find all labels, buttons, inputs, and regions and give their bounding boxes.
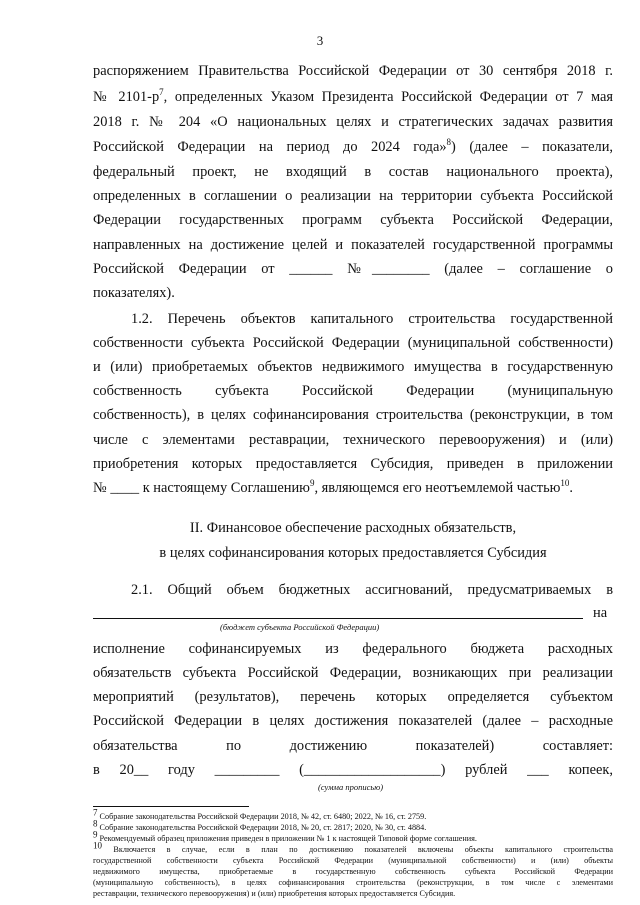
para1-line: определенных в соглашении о реализации на территории субъекта Российской xyxy=(93,188,613,204)
footnote-10-line: недвижимого имущества, приобретаемые в государственную собственность субъекта Российской Федерации xyxy=(93,867,613,876)
para1-line: показателях). xyxy=(93,285,175,301)
footnote-7: $^7$ Собрание законодательства Российской Федерации 2018, № 42, ст. 6480; 2022, № 16, ст. 2759. xyxy=(93,807,427,821)
para1-line: 2018 г. № 204 «О национальных целях и стратегических задачах развития xyxy=(93,114,613,130)
footnote-10-line: государственной собственности субъекта Российской Федерации (муниципальной собственности) и (или) объекты xyxy=(93,856,613,865)
para1-line: Российской Федерации на период до 2024 года»$^8$) (далее – показатели, xyxy=(93,137,614,155)
para1-line: Федерации государственных программ субъекта Российской Федерации, xyxy=(93,212,613,228)
para2-line: № ____ к настоящему Соглашению$^9$, являющемся его неотъемлемой частью$^{10}$. xyxy=(93,478,574,496)
footnote-ref-8: 8 xyxy=(446,137,452,148)
budget-blank-line xyxy=(93,618,583,619)
para3-line: обязательства по достижению показателей) составляет: xyxy=(93,738,613,754)
para2-line: 1.2. Перечень объектов капитального строительства государственной xyxy=(131,311,613,327)
para1-line: распоряжением Правительства Российской Федерации от 30 сентября 2018 г. xyxy=(93,63,613,79)
footnote-separator xyxy=(93,806,249,807)
para3-line: 2.1. Общий объем бюджетных ассигнований, предусматриваемых в xyxy=(131,582,613,598)
footnote-ref-10: 10 xyxy=(560,478,570,489)
para3-line: Российской Федерации в целях достижения показателей (далее – расходные xyxy=(93,713,613,729)
para2-line: собственность), в целях софинансирования строительства (реконструкции, в том xyxy=(93,407,613,423)
para3-line: в 20__ году _________ (___________________) рублей ___ копеек, xyxy=(93,762,613,778)
para1-line: направленных на достижение целей и показателей государственной программы xyxy=(93,237,613,253)
para2-line: собственность субъекта Российской Федерации (муниципальную xyxy=(93,383,613,399)
para3-line: обязательств субъекта Российской Федерации, возникающих при реализации xyxy=(93,665,613,681)
section-title-line: в целях софинансирования которых предоставляется Субсидия xyxy=(159,545,547,561)
para2-line: приобретения которых предоставляется Субсидия, приведен в приложении xyxy=(93,456,613,472)
para1-line: № $2101-р^7$, определенных Указом Президента Российской Федерации от 7 мая xyxy=(93,87,613,105)
para3-line: исполнение софинансируемых из федерального бюджета расходных xyxy=(93,641,613,657)
sum-note: (сумма прописью) xyxy=(318,782,384,792)
para3-line: мероприятий (результатов), перечень которых определяется субъектом xyxy=(93,689,613,705)
page-number: 3 xyxy=(316,33,324,48)
footnote-10-line: реставрации, технического перевооружения) и (или) приобретения которых предоставляется Субсидия. xyxy=(93,889,456,898)
para3-line-end: на xyxy=(593,605,608,621)
footnote-9: $^9$ Рекомендуемый образец приложения приведен в приложении № 1 к настоящей Типовой форме соглашения. xyxy=(93,829,477,843)
para1-line: Российской Федерации от ______ №________ (далее – соглашение о xyxy=(93,261,613,277)
para2-line: числе с элементами реставрации, технического перевооружения) и (или) xyxy=(93,432,613,448)
section-title-line: II. Финансовое обеспечение расходных обязательств, xyxy=(189,520,517,536)
footnote-10-line: (муниципальную собственность), в целях софинансирования строительства (реконструкции, в том числе с элементами xyxy=(93,878,613,887)
footnote-10: $^{10}$ Включается в случае, если в план по достижению показателей включены объекты капитального строительства xyxy=(93,840,613,854)
footnote-ref-9: 9 xyxy=(309,478,315,489)
footnote-8: $^8$ Собрание законодательства Российской Федерации 2018, № 20, ст. 2817; 2020, № 30, ст. 4884. xyxy=(93,818,427,832)
footnote-ref-7: 7 xyxy=(159,87,164,98)
para2-line: и (или) приобретаемых объектов недвижимого имущества в государственную xyxy=(93,359,613,375)
para1-line: федеральный проект, не входящий в состав национального проекта), xyxy=(93,164,613,180)
para2-line: собственности субъекта Российской Федерации (муниципальной собственности) xyxy=(93,335,613,351)
budget-note: (бюджет субъекта Российской Федерации) xyxy=(220,622,380,632)
